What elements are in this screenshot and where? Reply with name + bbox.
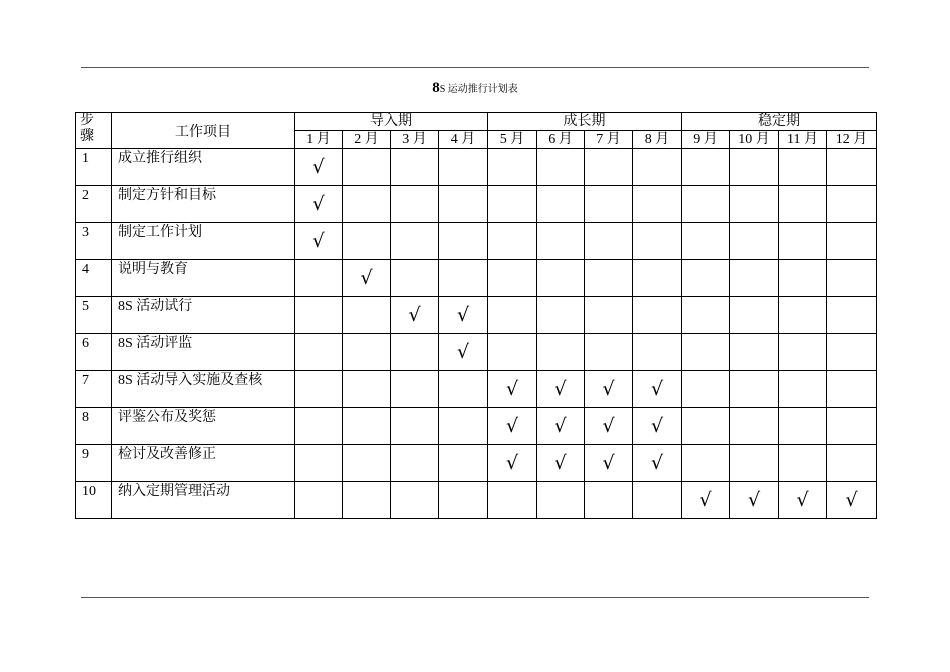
month-cell <box>439 297 488 334</box>
month-cell <box>391 223 439 260</box>
check-mark: √ <box>650 452 664 474</box>
month-cell <box>682 408 730 445</box>
work-item: 8S 活动导入实施及查核 <box>112 371 295 408</box>
month-cell <box>779 149 827 186</box>
month-cell <box>633 260 682 297</box>
check-mark: √ <box>747 489 761 511</box>
month-cell <box>585 334 633 371</box>
month-cell <box>295 223 343 260</box>
month-cell <box>730 149 779 186</box>
check-mark: √ <box>505 452 519 474</box>
month-cell <box>537 186 585 223</box>
check-mark: √ <box>505 378 519 400</box>
month-cell <box>633 408 682 445</box>
step-number: 4 <box>76 260 112 297</box>
check-mark: √ <box>650 378 664 400</box>
month-cell <box>537 482 585 519</box>
step-number: 3 <box>76 223 112 260</box>
month-cell <box>439 371 488 408</box>
month-cell <box>827 223 877 260</box>
month-header: 8 月 <box>633 131 682 149</box>
table-row <box>76 149 877 186</box>
phase-header-row <box>76 113 877 131</box>
month-cell <box>343 371 391 408</box>
check-mark: √ <box>602 415 615 437</box>
month-cell <box>488 186 537 223</box>
month-cell <box>343 149 391 186</box>
month-cell <box>779 223 827 260</box>
check-mark: √ <box>796 489 809 511</box>
check-mark: √ <box>602 452 615 474</box>
month-cell <box>537 149 585 186</box>
month-cell <box>295 334 343 371</box>
month-cell <box>633 334 682 371</box>
month-cell <box>585 482 633 519</box>
month-cell <box>391 334 439 371</box>
month-cell <box>730 186 779 223</box>
month-cell <box>585 149 633 186</box>
step-header <box>76 113 112 149</box>
plan-table <box>75 112 877 519</box>
month-cell <box>682 297 730 334</box>
phase-header: 稳定期 <box>682 113 877 131</box>
month-cell <box>295 149 343 186</box>
month-cell <box>295 445 343 482</box>
work-item: 检讨及改善修正 <box>112 445 295 482</box>
month-cell <box>488 297 537 334</box>
phase-header: 导入期 <box>295 113 488 131</box>
month-cell <box>439 334 488 371</box>
table-row <box>76 408 877 445</box>
month-cell <box>439 260 488 297</box>
month-cell <box>295 482 343 519</box>
work-item: 成立推行组织 <box>112 149 295 186</box>
month-cell <box>343 334 391 371</box>
step-number: 6 <box>76 334 112 371</box>
month-cell <box>827 445 877 482</box>
month-cell <box>682 482 730 519</box>
month-cell <box>343 223 391 260</box>
month-cell <box>682 371 730 408</box>
step-number: 7 <box>76 371 112 408</box>
month-cell <box>391 408 439 445</box>
check-mark: √ <box>505 415 519 437</box>
month-cell <box>633 223 682 260</box>
month-cell <box>682 186 730 223</box>
month-cell <box>779 334 827 371</box>
month-cell <box>295 297 343 334</box>
month-cell <box>682 334 730 371</box>
month-cell <box>537 408 585 445</box>
check-mark: √ <box>602 378 615 400</box>
month-cell <box>391 297 439 334</box>
work-item: 说明与教育 <box>112 260 295 297</box>
month-header: 5 月 <box>488 131 537 149</box>
check-mark: √ <box>360 267 373 289</box>
month-cell <box>343 260 391 297</box>
month-cell <box>537 297 585 334</box>
plan-body <box>76 149 877 519</box>
month-cell <box>343 408 391 445</box>
month-cell <box>343 186 391 223</box>
month-header: 1 月 <box>295 131 343 149</box>
month-header: 6 月 <box>537 131 585 149</box>
month-cell <box>827 260 877 297</box>
month-cell <box>827 408 877 445</box>
month-cell <box>488 408 537 445</box>
month-cell <box>779 260 827 297</box>
month-cell <box>488 260 537 297</box>
month-cell <box>391 445 439 482</box>
work-item: 纳入定期管理活动 <box>112 482 295 519</box>
month-header: 11 月 <box>779 131 827 149</box>
month-cell <box>730 260 779 297</box>
check-mark: √ <box>650 415 664 437</box>
step-number: 1 <box>76 149 112 186</box>
title-text: S 运动推行计划表 <box>439 84 518 95</box>
work-item: 评鉴公布及奖惩 <box>112 408 295 445</box>
month-cell <box>779 371 827 408</box>
month-cell <box>439 186 488 223</box>
month-cell <box>391 371 439 408</box>
month-cell <box>439 223 488 260</box>
check-mark: √ <box>456 341 470 363</box>
document-title <box>0 78 950 100</box>
work-item: 8S 活动评监 <box>112 334 295 371</box>
step-header-line2: 骤 <box>80 129 94 144</box>
table-row <box>76 186 877 223</box>
step-number: 2 <box>76 186 112 223</box>
check-mark: √ <box>845 489 858 511</box>
month-cell <box>779 297 827 334</box>
check-mark: √ <box>699 489 712 511</box>
month-cell <box>439 408 488 445</box>
month-cell <box>585 260 633 297</box>
month-cell <box>537 371 585 408</box>
month-cell <box>633 149 682 186</box>
check-mark: √ <box>312 230 325 252</box>
month-cell <box>391 260 439 297</box>
table-row <box>76 371 877 408</box>
month-cell <box>585 223 633 260</box>
month-header: 10 月 <box>730 131 779 149</box>
month-cell <box>682 149 730 186</box>
phase-header: 成长期 <box>488 113 682 131</box>
month-cell <box>827 334 877 371</box>
month-cell <box>827 186 877 223</box>
month-cell <box>633 186 682 223</box>
month-cell <box>439 445 488 482</box>
month-cell <box>439 149 488 186</box>
month-cell <box>488 223 537 260</box>
month-cell <box>779 408 827 445</box>
month-cell <box>827 482 877 519</box>
month-header: 4 月 <box>439 131 488 149</box>
month-cell <box>537 260 585 297</box>
month-cell <box>585 408 633 445</box>
month-cell <box>295 186 343 223</box>
month-header: 3 月 <box>391 131 439 149</box>
top-divider <box>81 67 869 68</box>
check-mark: √ <box>456 304 470 326</box>
check-mark: √ <box>312 193 325 215</box>
month-cell <box>730 445 779 482</box>
month-cell <box>730 408 779 445</box>
work-item: 8S 活动试行 <box>112 297 295 334</box>
month-header: 7 月 <box>585 131 633 149</box>
month-cell <box>488 482 537 519</box>
table-row <box>76 223 877 260</box>
month-cell <box>730 297 779 334</box>
month-cell <box>343 445 391 482</box>
month-cell <box>343 482 391 519</box>
step-number: 8 <box>76 408 112 445</box>
work-item: 制定方针和目标 <box>112 186 295 223</box>
step-header-line1: 步 <box>80 113 94 128</box>
month-cell <box>488 371 537 408</box>
month-cell <box>439 482 488 519</box>
month-cell <box>537 223 585 260</box>
table-row <box>76 260 877 297</box>
month-cell <box>585 297 633 334</box>
month-cell <box>391 149 439 186</box>
month-cell <box>488 149 537 186</box>
month-cell <box>633 371 682 408</box>
table-row <box>76 334 877 371</box>
item-header: 工作项目 <box>112 113 295 149</box>
month-cell <box>585 186 633 223</box>
month-cell <box>633 297 682 334</box>
month-cell <box>391 482 439 519</box>
month-cell <box>488 334 537 371</box>
month-cell <box>585 445 633 482</box>
check-mark: √ <box>554 452 567 474</box>
month-cell <box>827 149 877 186</box>
month-cell <box>295 408 343 445</box>
month-cell <box>295 371 343 408</box>
month-cell <box>730 482 779 519</box>
check-mark: √ <box>554 415 567 437</box>
work-item: 制定工作计划 <box>112 223 295 260</box>
month-cell <box>682 223 730 260</box>
month-cell <box>779 482 827 519</box>
step-number: 5 <box>76 297 112 334</box>
month-header: 2 月 <box>343 131 391 149</box>
check-mark: √ <box>312 156 325 178</box>
check-mark: √ <box>554 378 567 400</box>
step-number: 9 <box>76 445 112 482</box>
month-cell <box>633 445 682 482</box>
month-cell <box>827 297 877 334</box>
month-cell <box>682 445 730 482</box>
table-row <box>76 297 877 334</box>
month-cell <box>537 334 585 371</box>
bottom-divider <box>81 597 869 598</box>
month-cell <box>730 223 779 260</box>
month-cell <box>537 445 585 482</box>
month-cell <box>827 371 877 408</box>
table-row <box>76 482 877 519</box>
month-cell <box>295 260 343 297</box>
month-cell <box>779 186 827 223</box>
month-header: 12 月 <box>827 131 877 149</box>
month-cell <box>682 260 730 297</box>
month-cell <box>730 371 779 408</box>
check-mark: √ <box>408 304 421 326</box>
month-cell <box>585 371 633 408</box>
month-cell <box>343 297 391 334</box>
table-row <box>76 445 877 482</box>
month-cell <box>488 445 537 482</box>
month-cell <box>391 186 439 223</box>
title-number: 8 <box>432 80 440 96</box>
month-cell <box>730 334 779 371</box>
month-cell <box>779 445 827 482</box>
step-number: 10 <box>76 482 112 519</box>
month-cell <box>633 482 682 519</box>
month-header: 9 月 <box>682 131 730 149</box>
